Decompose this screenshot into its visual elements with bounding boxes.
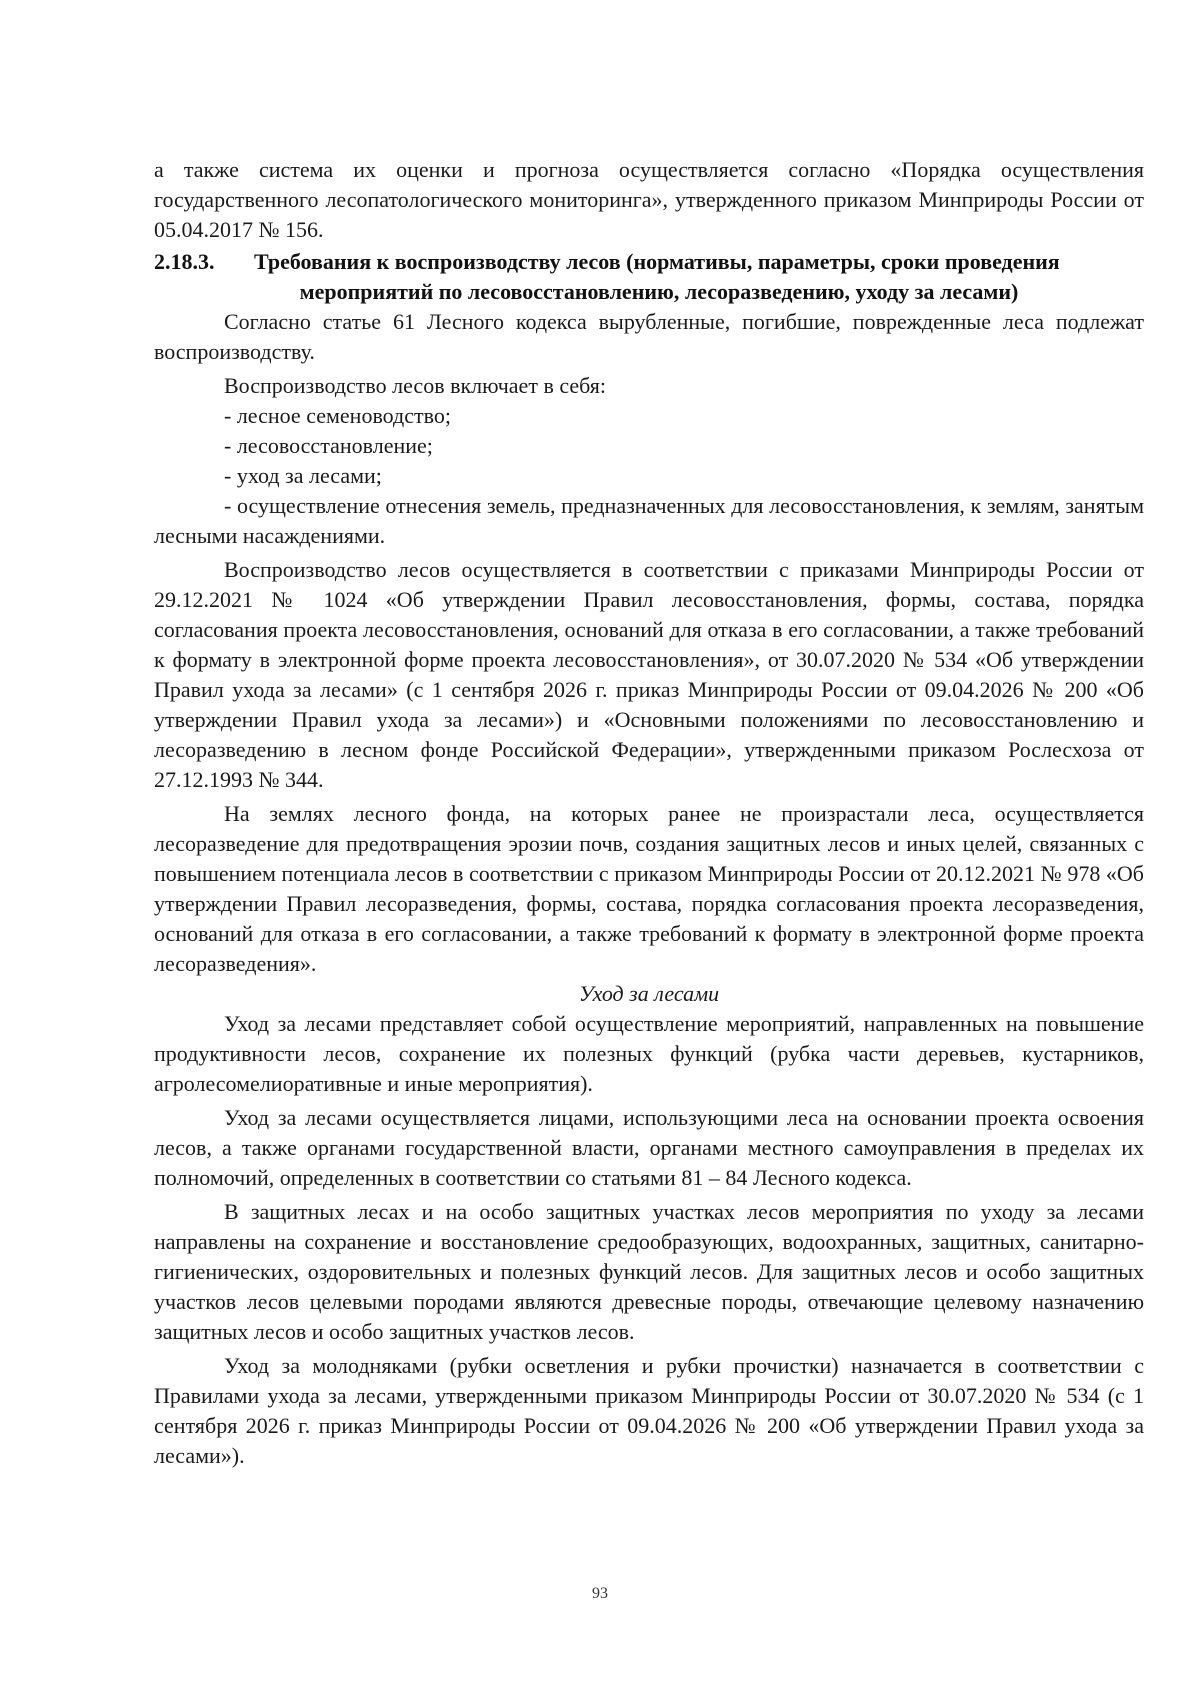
paragraph-1: Согласно статье 61 Лесного кодекса вырубленные, погибшие, поврежденные леса подлежат воспроизводству. <box>154 309 1144 364</box>
intro-paragraph: а также система их оценки и прогноза осуществляется согласно «Порядка осуществления государственного лесопатологического мониторинга», утвержденного приказом Минприроды России от 05.04.2017 № 156. <box>154 157 1144 242</box>
paragraph-5: Уход за лесами представляет собой осуществление мероприятий, направленных на повышение продуктивности лесов, сохранение их полезных функций (рубка части деревьев, кустарников, агролесомелиоративные и иные мероприятия). <box>154 1011 1144 1096</box>
paragraph-7: В защитных лесах и на особо защитных участках лесов мероприятия по уходу за лесами направлены на сохранение и восстановление средообразующих, водоохранных, защитных, санитарно-гигиенических, оздоровительных и полезных функций лесов. Для защитных лесов и особо защитных участков лесов целевыми породами являются древесные породы, отвечающие целевому назначению защитных лесов и особо защитных участков лесов. <box>154 1199 1144 1344</box>
list-item: - лесовосстановление; <box>224 433 433 458</box>
paragraph-2: Воспроизводство лесов включает в себя: <box>224 373 607 398</box>
paragraph-8: Уход за молодняками (рубки осветления и рубки прочистки) назначается в соответствии с Правилами ухода за лесами, утвержденными приказом Минприроды России от 30.07.2020 № 534 (с 1 сентября 2026 г. приказ Минприроды России от 09.04.2026 № 200 «Об утверждении Правил ухода за лесами»). <box>154 1353 1144 1468</box>
subsection-title: Уход за лесами <box>578 981 720 1006</box>
paragraph-4: На землях лесного фонда, на которых ранее не произрастали леса, осуществляется лесоразведение для предотвращения эрозии почв, создания защитных лесов и иных целей, связанных с повышением потенциала лесов в соответствии с приказом Минприроды России от 20.12.2021 № 978 «Об утверждении Правил лесоразведения, формы, состава, порядка согласования проекта лесоразведения, оснований для отказа в его согласовании, а также требований к формату в электронной форме проекта лесоразведения». <box>154 801 1144 976</box>
page-number: 93 <box>592 1585 608 1602</box>
section-number: 2.18.3. <box>154 249 215 274</box>
section-heading <box>154 247 1144 307</box>
body-text-main <box>154 307 1144 1471</box>
list-item: - лесное семеноводство; <box>224 403 451 428</box>
section-title-line2: мероприятий по лесовосстановлению, лесоразведению, уходу за лесами) <box>299 279 1019 304</box>
paragraph-3: Воспроизводство лесов осуществляется в соответствии с приказами Минприроды России от 29.12.2021 № 1024 «Об утверждении Правил лесовосстановления, формы, состава, порядка согласования проекта лесовосстановления, оснований для отказа в его согласовании, а также требований к формату в электронной форме проекта лесовосстановления», от 30.07.2020 № 534 «Об утверждении Правил ухода за лесами» (с 1 сентября 2026 г. приказ Минприроды России от 09.04.2026 № 200 «Об утверждении Правил ухода за лесами») и «Основными положениями по лесовосстановлению и лесоразведению в лесном фонде Российской Федерации», утвержденными приказом Рослесхоза от 27.12.1993 № 344. <box>154 557 1144 792</box>
body-text-top <box>154 155 1144 245</box>
section-title-line1: Требования к воспроизводству лесов (нормативы, параметры, сроки проведения <box>254 249 1060 274</box>
list-item: - уход за лесами; <box>224 463 382 488</box>
paragraph-6: Уход за лесами осуществляется лицами, использующими леса на основании проекта освоения лесов, а также органами государственной власти, органами местного самоуправления в пределах их полномочий, определенных в соответствии со статьями 81 – 84 Лесного кодекса. <box>154 1105 1144 1190</box>
list-item: - осуществление отнесения земель, предназначенных для лесовосстановления, к землям, занятым лесными насаждениями. <box>154 493 1144 548</box>
